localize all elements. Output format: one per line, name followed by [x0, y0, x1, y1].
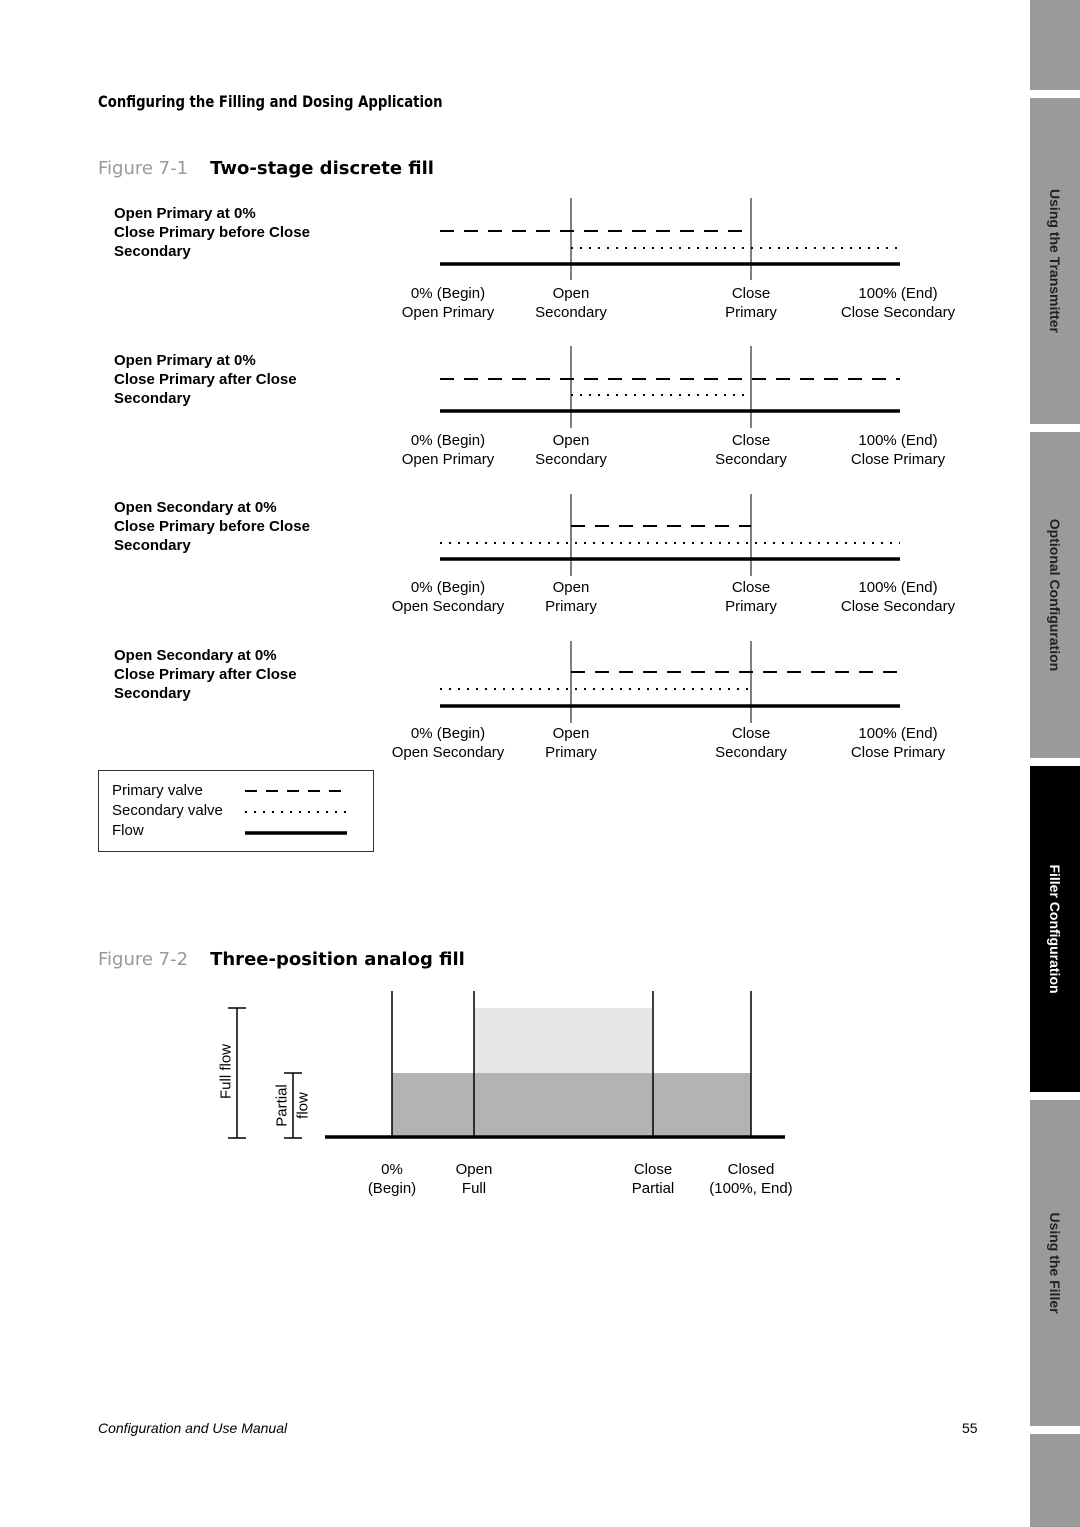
flow-label: flow [294, 1092, 312, 1119]
side-tab-blank-bottom [1030, 1434, 1080, 1527]
section-title: Configuring the Filling and Dosing Application [98, 92, 443, 111]
partial-label: Partial [273, 1084, 291, 1127]
tick-label: 100% (End) Close Secondary [840, 579, 956, 615]
figure-2-name: Three-position analog fill [210, 949, 465, 970]
tick-label: Close Secondary [715, 725, 787, 761]
tick-label: 0% (Begin) Open Secondary [391, 725, 505, 761]
condition-line: Close Primary before Close [114, 518, 310, 535]
condition-line: Open Primary at 0% [114, 352, 256, 369]
condition-line: Secondary [114, 537, 191, 554]
tick-label: Close Secondary [715, 432, 787, 468]
tick-label: Open Primary [545, 579, 597, 615]
page-number: 55 [962, 1420, 978, 1436]
side-tab-blank-top [1030, 0, 1080, 90]
condition-line: Secondary [114, 243, 191, 260]
tick-label: 0% (Begin) Open Primary [401, 285, 495, 321]
tick-label: 0% (Begin) [367, 1161, 417, 1197]
tick-label: 0% (Begin) Open Primary [401, 432, 495, 468]
tick-label: Close Primary [725, 579, 777, 615]
condition-line: Open Secondary at 0% [114, 499, 277, 516]
tick-label: Close Primary [725, 285, 777, 321]
tick-label: Open Secondary [535, 432, 607, 468]
tick-label: Open Full [455, 1161, 493, 1197]
condition-line: Open Secondary at 0% [114, 647, 277, 664]
partial-flow-area [392, 1073, 751, 1137]
legend-primary-label: Primary valve [112, 782, 203, 799]
full-flow-area [474, 1008, 653, 1073]
condition-line: Close Primary after Close [114, 666, 297, 683]
tick-label: Closed (100%, End) [709, 1161, 793, 1197]
tick-label: Close Partial [631, 1161, 675, 1197]
condition-line: Close Primary before Close [114, 224, 310, 241]
figure-2-number: Figure 7-2 [98, 949, 189, 970]
tick-label: 0% (Begin) Open Secondary [391, 579, 505, 615]
condition-line: Secondary [114, 390, 191, 407]
tick-label: 100% (End) Close Primary [850, 725, 946, 761]
tick-label: Open Secondary [535, 285, 607, 321]
legend-secondary-label: Secondary valve [112, 802, 223, 819]
footer-manual-title: Configuration and Use Manual [98, 1420, 288, 1436]
legend-flow-label: Flow [112, 822, 144, 839]
tick-label: 100% (End) Close Primary [850, 432, 946, 468]
tick-label: 100% (End) Close Secondary [840, 285, 956, 321]
condition-line: Close Primary after Close [114, 371, 297, 388]
full-flow-label: Full flow [217, 1044, 235, 1100]
condition-line: Secondary [114, 685, 191, 702]
figure-1-number: Figure 7-1 [98, 158, 189, 179]
figure-1-name: Two-stage discrete fill [210, 158, 434, 179]
tick-label: Open Primary [545, 725, 597, 761]
condition-line: Open Primary at 0% [114, 205, 256, 222]
